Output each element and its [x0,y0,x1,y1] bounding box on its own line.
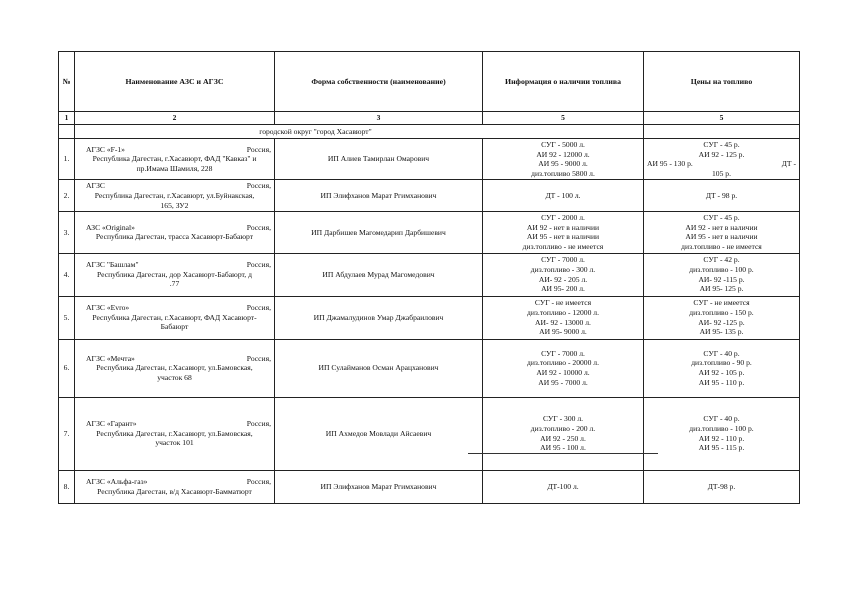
fuel-line: диз.топливо - 20000 л. [527,358,599,368]
price-line: СУГ - 45 р. [703,140,740,149]
price-line: диз.топливо - не имеется [681,241,762,251]
station-row [59,296,800,339]
station-number: 7. [59,397,75,470]
col-index-1: 1 [59,112,75,125]
station-owner: ИП Алиев Тамирлан Омарович [275,139,483,180]
price-line: СУГ - 40 р. [703,414,740,424]
price-line: ДТ - 98 р. [705,190,738,200]
station-address-line: Республика Дагестан, г.Хасавюрт, ФАД "Кавказ" и [92,154,257,164]
station-address-line: 165, ЗУ2 [160,200,189,210]
price-line: АИ 95 - нет в наличии [685,232,758,242]
fuel-line: диз.топливо 5800 л. [531,168,595,178]
station-row [59,339,800,397]
fuel-line: диз.топливо - не имеется [522,241,604,251]
fuel-availability [483,253,644,296]
station-name-line [78,145,271,155]
fuel-line: СУГ - 2000 л. [541,213,585,223]
fuel-availability [483,180,644,212]
fuel-line: АИ 95- 200 л. [541,284,585,294]
station-name-address [75,253,275,296]
station-name-address [75,296,275,339]
district-label: городской округ "город Хасавюрт" [75,125,644,139]
fuel-prices [644,339,800,397]
station-number: 2. [59,180,75,212]
station-owner: ИП Элифханов Марат Ргимханович [275,470,483,503]
station-owner: ИП Дарбишев Магомедарип Дарбишевич [275,212,483,253]
station-name-address [75,397,275,470]
price-line: диз.топливо - 100 р. [689,264,754,274]
station-country: Россия, [246,476,271,486]
header-fuel: Информация о наличии топлива [483,52,644,112]
fuel-line: СУГ - не имеется [534,298,592,308]
station-address-line: участок 101 [155,438,194,448]
price-line: АИ 95- 135 р. [699,327,744,337]
station-country: Россия, [246,144,271,154]
fuel-stations-table-sheet [58,51,799,504]
fuel-line: СУГ - 7000 л. [541,348,585,358]
fuel-availability [483,339,644,397]
price-line: 105 р. [712,168,731,178]
fuel-line: АИ 92 - 12000 л. [536,149,590,159]
col-index-5: 5 [644,112,800,125]
price-line: СУГ - 40 р. [703,348,740,358]
fuel-prices [644,139,800,180]
fuel-availability [483,470,644,503]
station-title: АЗС «Original» [86,222,135,232]
fuel-prices [644,397,800,470]
station-name-line [78,419,271,429]
header-ownership: Форма собственности (наименование) [275,52,483,112]
fuel-line: АИ 95 - 7000 л. [538,377,588,387]
fuel-line: АИ 95- 9000 л. [539,327,587,337]
col-index-4: 5 [483,112,644,125]
station-title: АГЗС «Альфа-газ» [86,476,148,486]
station-owner: ИП Ахмедов Мовлади Айсаевич [275,397,483,470]
fuel-line: диз.топливо - 12000 л. [527,307,599,317]
fuel-prices [644,180,800,212]
station-name-line [78,477,271,487]
fuel-line: АИ 92 - 10000 л. [536,368,590,378]
station-address-line: пр.Имама Шамиля, 228 [136,163,213,173]
fuel-availability [483,397,644,470]
station-owner: ИП Элифханов Марат Ргимханович [275,180,483,212]
station-row [59,253,800,296]
station-country: Россия, [246,353,271,363]
station-address-line: Бабаюрт [160,322,189,332]
fuel-line: СУГ - 300 л. [542,414,584,424]
station-title: АГЗС "Башлам" [86,260,139,270]
price-line: диз.топливо - 150 р. [689,307,754,317]
station-row [59,470,800,503]
price-right: ДТ - [781,159,796,169]
price-line: АИ 92 - 125 р. [698,149,745,159]
price-line: диз.топливо - 100 р. [689,423,754,433]
price-line: АИ 95- 125 р. [699,284,744,294]
station-title: АГЗС [86,181,105,191]
station-address-line: Республика Дагестан, трасса Хасавюрт-Бабаюрт [95,232,254,242]
station-owner: ИП Сулайманов Осман Арацханович [275,339,483,397]
price-line: СУГ - 42 р. [703,255,740,265]
station-address-line: Республика Дагестан, г.Хасавюрт, ФАД Хасавюрт- [92,312,257,322]
station-row [59,180,800,212]
col-index-3: 3 [275,112,483,125]
header-num: № [59,52,75,112]
station-address-line: Республика Дагестан, г.Хасавюрт, ул.Бамовская, [96,428,253,438]
fuel-line: ДТ - 100 л. [545,190,581,200]
header-row [59,52,800,112]
station-address-line: Республика Дагестан, в/д Хасавюрт-Бамматюрт [97,486,252,496]
fuel-availability [483,139,644,180]
station-name-line [78,303,271,313]
station-country: Россия, [246,222,271,232]
price-line: АИ 92 - 110 р. [698,433,745,443]
price-line: СУГ - не имеется [693,298,750,308]
station-country: Россия, [246,181,271,191]
station-name-address [75,139,275,180]
station-number: 4. [59,253,75,296]
station-name-address [75,339,275,397]
fuel-line: диз.топливо - 200 л. [530,423,596,433]
station-number: 6. [59,339,75,397]
col-index-2: 2 [75,112,275,125]
station-title: АГЗС «Гарант» [86,419,137,429]
station-address-line: Республика Дагестан, г.Хасавюрт, ул.Бамовская, [96,363,253,373]
fuel-prices [644,212,800,253]
station-owner: ИП Абдулаев Мурад Магомедович [275,253,483,296]
station-number: 1. [59,139,75,180]
fuel-prices [644,296,800,339]
station-name-address [75,470,275,503]
district-empty-cell-right [644,125,800,139]
header-name: Наименование АЗС и АГЗС [75,52,275,112]
fuel-availability [483,296,644,339]
price-line: ДТ-98 р. [707,481,736,491]
fuel-prices [644,470,800,503]
fuel-line: АИ 95 - 9000 л. [538,159,588,169]
price-line: диз.топливо - 90 р. [691,358,752,368]
station-address-line: участок 68 [157,372,192,382]
price-line: АИ 95 - 110 р. [698,377,745,387]
station-owner: ИП Джамалудинов Умар Джабраилович [275,296,483,339]
station-title: АГЗС «Evro» [86,303,130,313]
price-line: АИ- 92 -115 р. [698,274,745,284]
station-name-address [75,180,275,212]
header-prices: Цены на топливо [644,52,800,112]
fuel-stations-table [58,51,800,504]
price-line: АИ- 92 -125 р. [698,317,745,327]
price-left: АИ 95 - 130 р. [647,159,693,169]
station-country: Россия, [246,303,271,313]
district-row [59,125,800,139]
station-row [59,397,800,470]
district-empty-cell [59,125,75,139]
fuel-line: АИ 92 - нет в наличии [526,222,600,232]
price-line: СУГ - 45 р. [703,213,740,223]
fuel-availability [483,212,644,253]
fuel-line: диз.топливо - 300 л. [530,264,596,274]
fuel-line: АИ- 92 - 13000 л. [535,317,591,327]
station-number: 8. [59,470,75,503]
station-number: 5. [59,296,75,339]
price-line: АИ 92 - 105 р. [698,368,745,378]
station-country: Россия, [246,260,271,270]
station-address-line: .77 [169,279,180,289]
fuel-line: СУГ - 5000 л. [541,140,585,149]
station-name-line [78,223,271,233]
fuel-line: ДТ-100 л. [547,481,579,491]
price-line: АИ 95 - 115 р. [698,443,745,453]
station-country: Россия, [246,419,271,429]
station-title: АГЗС «F-1» [86,144,125,154]
price-line: АИ 92 - нет в наличии [685,222,758,232]
station-address-line: Республика Дагестан, г.Хасавюрт, ул.Буйнакская, [94,190,255,200]
fuel-line: АИ- 92 - 205 л. [538,274,588,284]
station-number: 3. [59,212,75,253]
station-name-line [78,260,271,270]
station-title: АГЗС «Мечта» [86,353,135,363]
station-name-line [78,354,271,364]
price-split-line [647,159,796,169]
station-name-line [78,181,271,191]
strike-line [468,453,658,454]
fuel-line: АИ 95 - нет в наличии [526,232,600,242]
fuel-line: АИ 92 - 250 л. [540,433,586,443]
fuel-prices [644,253,800,296]
station-row [59,212,800,253]
station-name-address [75,212,275,253]
station-row [59,139,800,180]
fuel-line: АИ 95 - 100 л. [540,443,586,453]
fuel-line: СУГ - 7000 л. [541,255,585,265]
station-address-line: Республика Дагестан, дор Хасавюрт-Бабаюрт, д [97,269,252,279]
column-numbering-row [59,112,800,125]
